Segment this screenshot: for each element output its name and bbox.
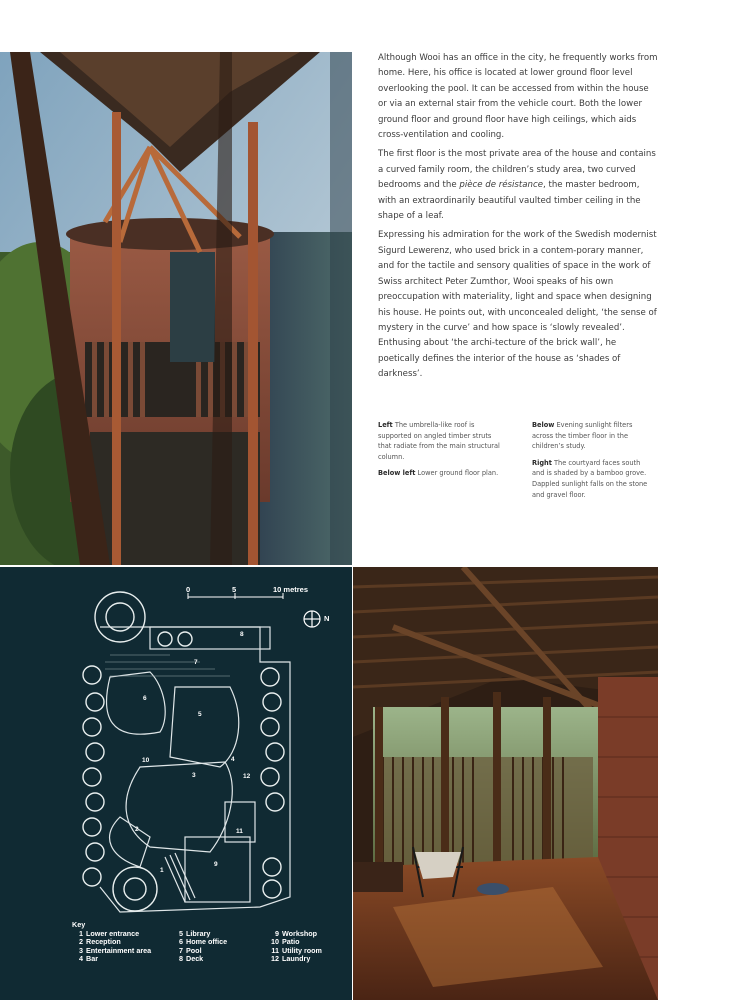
captions-right-column bbox=[532, 420, 654, 506]
plan-label-4: 4 bbox=[231, 756, 235, 763]
caption-below-left: Below left Lower ground floor plan. bbox=[378, 469, 499, 478]
scale-label-10: 10 metres bbox=[273, 585, 309, 594]
plan-label-3: 3 bbox=[192, 772, 196, 779]
plan-label-7: 7 bbox=[194, 659, 198, 666]
key-item: 7 Pool bbox=[179, 945, 202, 955]
key-item: 8 Deck bbox=[179, 954, 204, 964]
key-item: 5 Library bbox=[179, 928, 211, 938]
caption-left: Left The umbrella-like roof is supported on angled timber struts that radiate from the main structural column. bbox=[378, 421, 500, 461]
plan-label-12: 12 bbox=[243, 773, 251, 780]
scale-label-0: 0 bbox=[186, 585, 191, 594]
paragraph-3: Expressing his admiration for the work of the Swedish modernist Sigurd Lewerenz, who used brick in a contem-porary manner, and for the tactile and sensory qualities of space in the work of Swiss architect Peter Zumthor, Wooi speaks of his own preoccupation with materiality, light and space when designing his house. He points out, with unconcealed delight, ‘the sense of mystery in the curve’ and how space is ‘slowly revealed’. Enthusing about ‘the archi-tecture of the brick wall’, he poetically defines the interior of the house as ‘shades of darkness’. bbox=[378, 230, 657, 380]
plan-label-5: 5 bbox=[198, 711, 202, 718]
caption-below: Below Evening sunlight filters across the timber floor in the children’s study. bbox=[532, 421, 633, 451]
key-item: 11 Utility room bbox=[271, 945, 322, 955]
article-body bbox=[378, 51, 658, 387]
italic-phrase: pièce de résistance bbox=[459, 180, 543, 191]
plan-label-6: 6 bbox=[143, 695, 147, 702]
key-item: 12 Laundry bbox=[271, 954, 311, 964]
key-item: 2 Reception bbox=[79, 937, 121, 947]
study-interior-photo bbox=[353, 567, 658, 1000]
plan-label-11: 11 bbox=[236, 828, 243, 835]
key-item: 10 Patio bbox=[271, 937, 300, 947]
plan-label-8: 8 bbox=[240, 631, 244, 638]
plan-label-10: 10 bbox=[142, 757, 150, 764]
key-item: 9 Workshop bbox=[275, 928, 318, 938]
paragraph-2: The first floor is the most private area of the house and contains a curved family room, the children’s study area, two curved bedrooms and the pièce de résistance, the master bedroom, with an extraordinarily beautiful vaulted timber ceiling in the shape of a leaf. bbox=[378, 149, 656, 222]
plan-label-1: 1 bbox=[160, 867, 164, 874]
captions-left-column bbox=[378, 420, 500, 485]
key-title: Key bbox=[72, 920, 86, 929]
key-item: 3 Entertainment area bbox=[79, 945, 152, 955]
house-exterior-photo bbox=[0, 52, 352, 565]
key-column-2 bbox=[172, 930, 227, 964]
caption-right: Right The courtyard faces south and is shaded by a bamboo grove. Dappled sunlight falls on the stone and gravel floor. bbox=[532, 458, 648, 499]
key-column-3 bbox=[268, 930, 322, 964]
key-item: 6 Home office bbox=[179, 937, 228, 947]
paragraph-1: Although Wooi has an office in the city, he frequently works from home. Here, his office is located at lower ground floor level overlooking the pool. It can be accessed from within the house or via an external stair from the vehicle court. Both the lower ground floor and ground floor have high ceilings, which aids cross-ventilation and cooling. bbox=[378, 53, 658, 141]
key-item: 1 Lower entrance bbox=[79, 928, 140, 938]
key-column-1 bbox=[72, 930, 151, 964]
plan-label-9: 9 bbox=[214, 861, 218, 868]
scale-label-5: 5 bbox=[232, 585, 237, 594]
key-item: 4 Bar bbox=[79, 954, 98, 964]
north-label: N bbox=[324, 614, 330, 623]
plan-label-2: 2 bbox=[135, 826, 139, 833]
